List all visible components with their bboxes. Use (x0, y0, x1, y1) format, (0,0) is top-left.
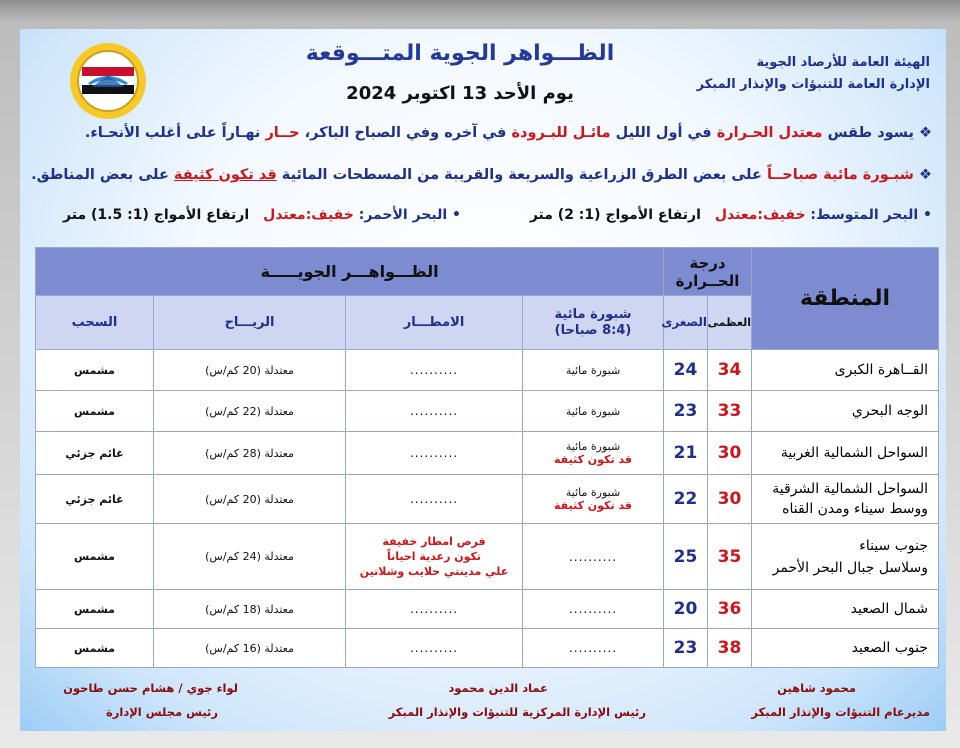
min-temp-cell: 21 (664, 432, 708, 475)
max-temp-cell: 38 (708, 629, 752, 668)
rain-cell: .......... (346, 391, 523, 432)
table-row (36, 391, 939, 432)
header-temperature: درجة الحــرارة (664, 248, 752, 296)
clouds-cell: مشمس (36, 350, 154, 391)
min-temp-cell: 23 (664, 629, 708, 668)
region-cell: السواحل الشمالية الشرقية ووسط سيناء ومدن القناه (752, 475, 939, 524)
signatory-1-title: مديرعام التنبؤات والإنذار المبكر (751, 705, 930, 719)
max-temp-cell: 33 (708, 391, 752, 432)
rain-cell: .......... (346, 432, 523, 475)
table-row (36, 524, 939, 590)
max-temp-cell: 36 (708, 590, 752, 629)
signatory-2-title: رئيس الإدارة المركزية للتنبؤات والإنذار المبكر (388, 705, 646, 719)
wind-cell: معتدلة (28 كم/س) (154, 432, 346, 475)
header-rain: الامطـــار (346, 296, 523, 350)
rain-cell: فرص امطار خفيفة تكون رعدية احياناً علي مدينتي حلايب وشلاتين (346, 524, 523, 590)
wind-cell: معتدلة (24 كم/س) (154, 524, 346, 590)
bullet-diamond-icon: ❖ (913, 125, 932, 141)
region-cell: الوجه البحري (752, 391, 939, 432)
fog-cell: .......... (523, 629, 664, 668)
sea-mediterranean: • البحر المتوسط: خفيف:معتدلارتفاع الأمواج (1: 2) متر (529, 207, 932, 223)
fog-cell: .......... (523, 524, 664, 590)
clouds-cell: مشمس (36, 524, 154, 590)
header-fog: شبورة مائية (8:4 صباحا) (523, 296, 664, 350)
authority-logo (68, 41, 148, 121)
rain-cell: .......... (346, 475, 523, 524)
clouds-cell: مشمس (36, 590, 154, 629)
fog-cell: شبورة مائية قد تكون كثيفة (523, 432, 664, 475)
rain-cell: .......... (346, 350, 523, 391)
region-cell: القــاهرة الكبرى (752, 350, 939, 391)
clouds-cell: مشمس (36, 629, 154, 668)
rain-cell: .......... (346, 629, 523, 668)
table-row (36, 629, 939, 668)
forecast-sheet (20, 29, 946, 731)
clouds-cell: غائم جزئي (36, 475, 154, 524)
fog-cell: .......... (523, 590, 664, 629)
wind-cell: معتدلة (20 كم/س) (154, 475, 346, 524)
table-row (36, 590, 939, 629)
max-temp-cell: 35 (708, 524, 752, 590)
signatory-2-name: عماد الدين محمود (448, 681, 548, 695)
table-row (36, 432, 939, 475)
header-phenomena: الظـــواهـــر الجويـــــة (36, 248, 664, 296)
wind-cell: معتدلة (18 كم/س) (154, 590, 346, 629)
org-line-1: الهيئة العامة للأرصاد الجوية (756, 55, 930, 70)
signatory-3-name: لواء جوي / هشام حسن طاحون (63, 681, 238, 695)
header-max: العظمى (708, 296, 752, 350)
fog-cell: شبورة مائية (523, 391, 664, 432)
max-temp-cell: 34 (708, 350, 752, 391)
header-min: الصغرى (664, 296, 708, 350)
table-row (36, 350, 939, 391)
max-temp-cell: 30 (708, 475, 752, 524)
region-cell: شمال الصعيد (752, 590, 939, 629)
forecast-date: يوم الأحد 13 اكتوبر 2024 (346, 83, 574, 104)
min-temp-cell: 20 (664, 590, 708, 629)
fog-cell: شبورة مائية (523, 350, 664, 391)
min-temp-cell: 24 (664, 350, 708, 391)
forecast-table (35, 247, 939, 668)
signatory-3-title: رئيس مجلس الإدارة (105, 705, 218, 719)
wind-cell: معتدلة (16 كم/س) (154, 629, 346, 668)
min-temp-cell: 22 (664, 475, 708, 524)
sea-red-sea: • البحر الأحمر: خفيف:معتدلارتفاع الأمواج (1: 1.5) متر (63, 207, 461, 223)
summary-line-1: ❖ يسود طقس معتدل الحـرارة في أول الليل مائـل للبـرودة في آخره وفي الصباح الباكر، حــار نهـاراً على أغلب الأنحـاء. (84, 125, 932, 141)
min-temp-cell: 25 (664, 524, 708, 590)
min-temp-cell: 23 (664, 391, 708, 432)
header-region: المنطقة (752, 248, 939, 350)
summary-line-2: ❖ شبـورة مائية صباحــاً على بعض الطرق الزراعية والسريعة والقريبة من المسطحات المائية قد تكون كثيفة على بعض المناطق. (31, 167, 932, 183)
header-wind: الريـــاح (154, 296, 346, 350)
table-row (36, 475, 939, 524)
region-cell: جنوب الصعيد (752, 629, 939, 668)
region-cell: السواحل الشمالية الغربية (752, 432, 939, 475)
page-title: الظـــواهر الجوية المتـــوقعة (305, 41, 615, 66)
max-temp-cell: 30 (708, 432, 752, 475)
clouds-cell: غائم جزئي (36, 432, 154, 475)
fog-cell: شبورة مائية قد تكون كثيفة (523, 475, 664, 524)
header-clouds: السحب (36, 296, 154, 350)
rain-cell: .......... (346, 590, 523, 629)
clouds-cell: مشمس (36, 391, 154, 432)
org-line-2: الإدارة العامة للتنبؤات والإنذار المبكر (696, 77, 930, 92)
region-cell: جنوب سيناء وسلاسل جبال البحر الأحمر (752, 524, 939, 590)
signatory-1-name: محمود شاهين (777, 681, 856, 695)
wind-cell: معتدلة (22 كم/س) (154, 391, 346, 432)
wind-cell: معتدلة (20 كم/س) (154, 350, 346, 391)
bullet-diamond-icon: ❖ (913, 167, 932, 183)
